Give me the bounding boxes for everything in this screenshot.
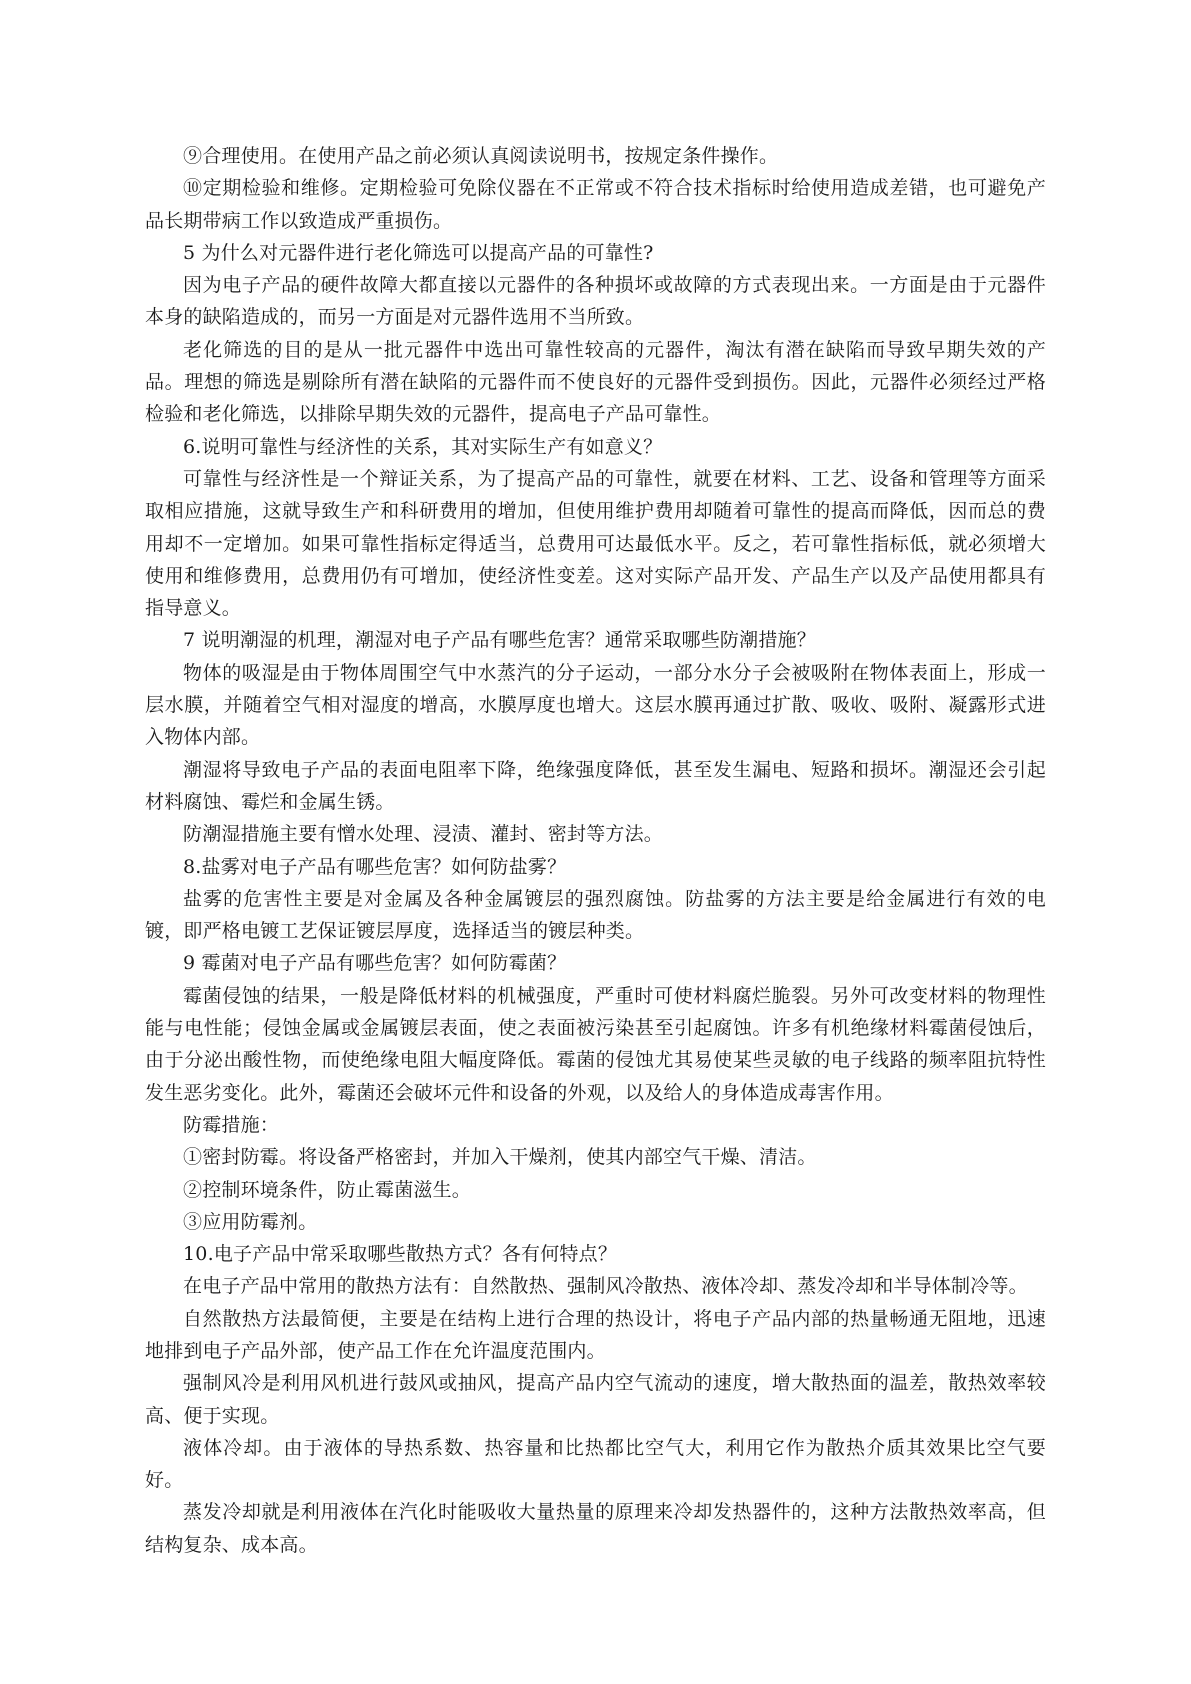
- paragraph: 盐雾的危害性主要是对金属及各种金属镀层的强烈腐蚀。防盐雾的方法主要是给金属进行有效的电镀，即严格电镀工艺保证镀层厚度，选择适当的镀层种类。: [145, 887, 1046, 943]
- paragraph: 防潮湿措施主要有憎水处理、浸渍、灌封、密封等方法。: [183, 823, 664, 846]
- question-10-heading: 10.电子产品中常采取哪些散热方式？各有何特点？: [183, 1243, 618, 1266]
- question-5-heading: 5 为什么对元器件进行老化筛选可以提高产品的可靠性?: [183, 241, 654, 264]
- list-item: ②控制环境条件，防止霉菌滋生。: [183, 1178, 472, 1201]
- document-body: [145, 140, 1046, 1561]
- question-9-heading: 9 霉菌对电子产品有哪些危害？如何防霉菌？: [183, 952, 567, 975]
- question-8-heading: 8.盐雾对电子产品有哪些危害？如何防盐雾？: [183, 855, 567, 878]
- list-item: ①密封防霉。将设备严格密封，并加入干燥剂，使其内部空气干燥、清洁。: [183, 1146, 817, 1169]
- paragraph: 防霉措施：: [183, 1113, 280, 1136]
- paragraph-step-10: ⑩定期检验和维修。定期检验可免除仪器在不正常或不符合技术指标时给使用造成差错，也可避免产品长期带病工作以致造成严重损伤。: [145, 177, 1046, 232]
- paragraph: 物体的吸湿是由于物体周围空气中水蒸汽的分子运动，一部分水分子会被吸附在物体表面上，形成一层水膜，并随着空气相对湿度的增高，水膜厚度也增大。这层水膜再通过扩散、吸收、吸附、凝露形式进入物体内部。: [145, 661, 1046, 749]
- question-6-heading: 6.说明可靠性与经济性的关系，其对实际生产有如意义？: [183, 435, 663, 458]
- paragraph: 可靠性与经济性是一个辩证关系，为了提高产品的可靠性，就要在材料、工艺、设备和管理等方面采取相应措施，这就导致生产和科研费用的增加，但使用维护费用却随着可靠性的提高而降低，因而总的费用却不一定增加。如果可靠性指标定得适当，总费用可达最低水平。反之，若可靠性指标低，就必须增大使用和维修费用，总费用仍有可增加，使经济性变差。这对实际产品开发、产品生产以及产品使用都具有指导意义。: [145, 467, 1046, 620]
- paragraph: 老化筛选的目的是从一批元器件中选出可靠性较高的元器件，淘汰有潜在缺陷而导致早期失效的产品。理想的筛选是剔除所有潜在缺陷的元器件而不使良好的元器件受到损伤。因此，元器件必须经过严格检验和老化筛选，以排除早期失效的元器件，提高电子产品可靠性。: [145, 338, 1046, 426]
- paragraph: 因为电子产品的硬件故障大都直接以元器件的各种损坏或故障的方式表现出来。一方面是由于元器件本身的缺陷造成的，而另一方面是对元器件选用不当所致。: [145, 274, 1046, 329]
- paragraph: 自然散热方法最简便，主要是在结构上进行合理的热设计，将电子产品内部的热量畅通无阻地，迅速地排到电子产品外部，使产品工作在允许温度范围内。: [145, 1307, 1046, 1362]
- paragraph-step-9: ⑨合理使用。在使用产品之前必须认真阅读说明书，按规定条件操作。: [183, 145, 779, 167]
- paragraph: 液体冷却。由于液体的导热系数、热容量和比热都比空气大，利用它作为散热介质其效果比空气要好。: [145, 1436, 1046, 1492]
- list-item: ③应用防霉剂。: [183, 1210, 318, 1233]
- paragraph: 霉菌侵蚀的结果，一般是降低材料的机械强度，严重时可使材料腐烂脆裂。另外可改变材料的物理性能与电性能；侵蚀金属或金属镀层表面，使之表面被污染甚至引起腐蚀。许多有机绝缘材料霉菌侵蚀后，由于分泌出酸性物，而使绝缘电阻大幅度降低。霉菌的侵蚀尤其易使某些灵敏的电子线路的频率阻抗特性发生恶劣变化。此外，霉菌还会破坏元件和设备的外观，以及给人的身体造成毒害作用。: [145, 984, 1046, 1104]
- paragraph: 潮湿将导致电子产品的表面电阻率下降，绝缘强度降低，甚至发生漏电、短路和损坏。潮湿还会引起材料腐蚀、霉烂和金属生锈。: [145, 758, 1046, 813]
- paragraph: 强制风冷是利用风机进行鼓风或抽风，提高产品内空气流动的速度，增大散热面的温差，散热效率较高、便于实现。: [145, 1372, 1046, 1427]
- question-7-heading: 7 说明潮湿的机理，潮湿对电子产品有哪些危害？通常采取哪些防潮措施？: [183, 629, 816, 652]
- paragraph: 蒸发冷却就是利用液体在汽化时能吸收大量热量的原理来冷却发热器件的，这种方法散热效率高，但结构复杂、成本高。: [145, 1501, 1046, 1556]
- paragraph: 在电子产品中常用的散热方法有：自然散热、强制风冷散热、液体冷却、蒸发冷却和半导体制冷等。: [183, 1275, 1028, 1298]
